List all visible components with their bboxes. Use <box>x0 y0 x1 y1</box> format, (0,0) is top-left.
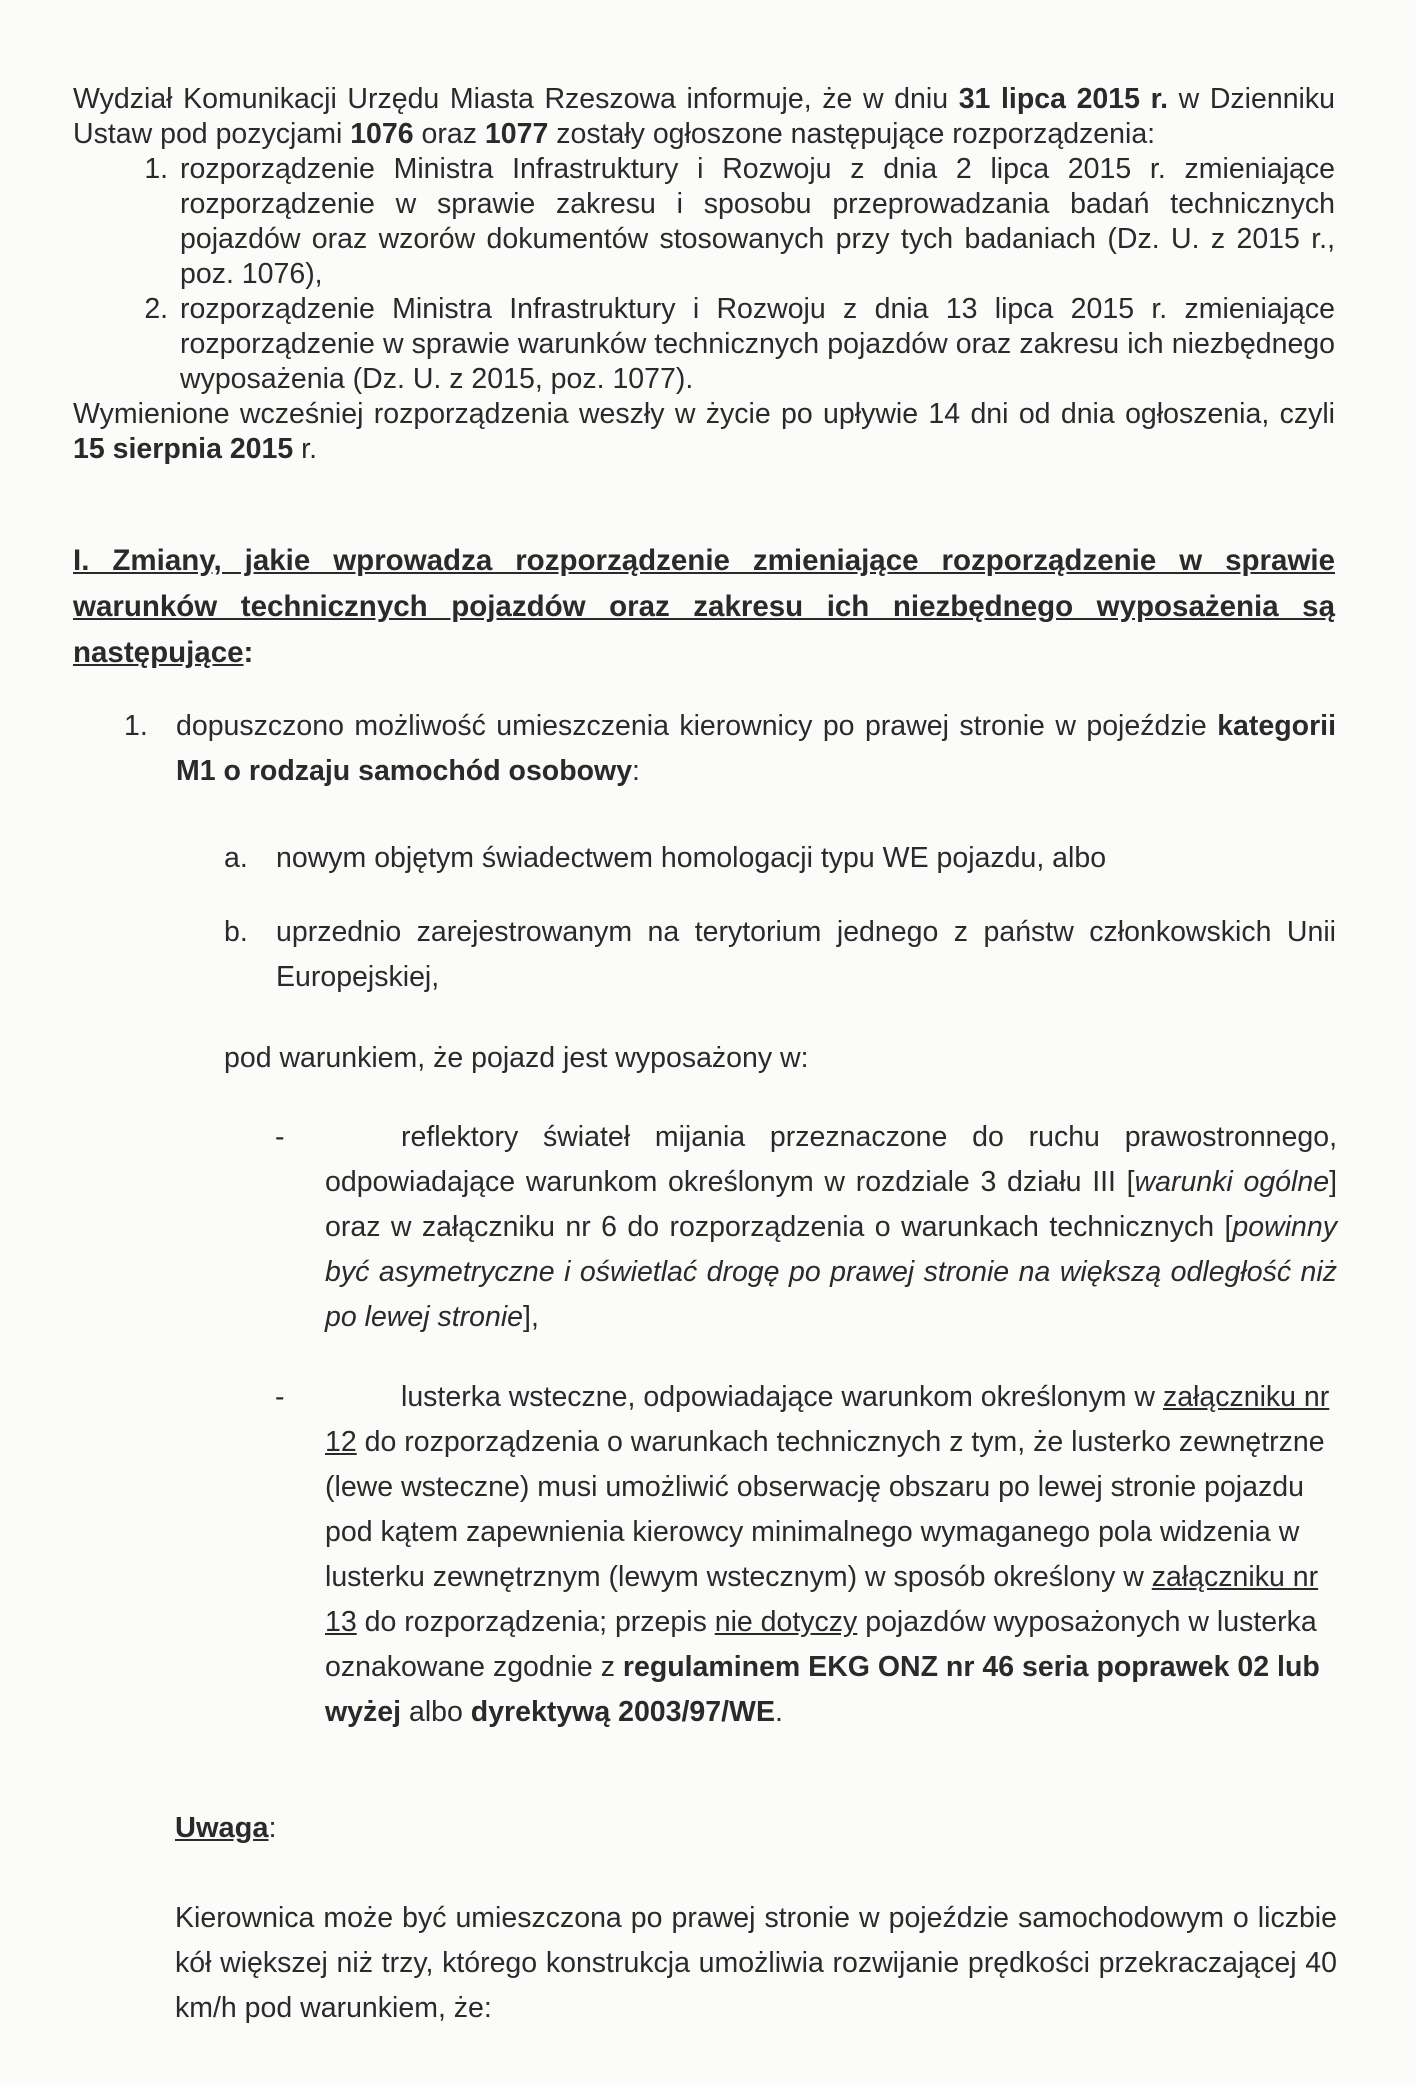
section-heading-text: I. Zmiany, jakie wprowadza rozporządzenie zmieniające rozporządzenie w sprawie warunków technicznych pojazdów oraz zakresu ich niezbędnego wyposażenia są następujące <box>73 544 1335 669</box>
sub-item-letter: a. <box>224 842 248 874</box>
intro-text: Wymienione wcześniej rozporządzenia weszły w życie po upływie 14 dni od dnia ogłoszenia, czyli <box>73 398 1335 430</box>
intro-text: r. <box>293 433 318 465</box>
dash-bullet: - <box>275 1121 285 1153</box>
annex-reference: załączniku nr 13 <box>325 1561 1319 1638</box>
position-number: 1076 <box>350 118 414 150</box>
intro-text: zostały ogłoszone następujące rozporządzenia: <box>548 118 1156 150</box>
intro-block <box>73 82 1335 467</box>
requirement-text-part: ] oraz w załączniku nr 6 do rozporządzenia o warunkach technicznych [ <box>325 1166 1337 1243</box>
intro-text: oraz <box>413 118 485 150</box>
item-text <box>176 704 1336 794</box>
item-number: 1. <box>124 710 148 742</box>
requirement-text-part: albo <box>401 1696 471 1728</box>
dash-bullet: - <box>275 1381 285 1413</box>
note-text: Kierownica może być umieszczona po prawej stronie w pojeździe samochodowym o liczbie kół większej niż trzy, którego konstrukcja umożliwia rozwijanie prędkości przekraczającej 40 km/h pod warunkiem, że: <box>175 1902 1337 2024</box>
sub-item-text: nowym objętym świadectwem homologacji typu WE pojazdu, albo <box>276 842 1107 874</box>
requirement-text-part: reflektory świateł mijania przeznaczone do ruchu prawostronnego, odpowiadające warunkom określonym w rozdziale 3 działu III [ <box>325 1121 1337 1198</box>
intro-paragraph <box>73 82 1335 152</box>
requirement-mirrors <box>275 1375 1337 1735</box>
position-number: 1077 <box>484 118 549 150</box>
intro-text: w Dzienniku Ustaw pod pozycjami <box>73 83 1335 150</box>
note-label-colon: : <box>268 1812 277 1844</box>
sub-item-text: uprzednio zarejestrowanym na terytorium jednego z państw członkowskich Unii Europejskiej, <box>276 916 1336 993</box>
requirement-text-part: . <box>774 1696 783 1728</box>
regulation-reference: regulaminem EKG ONZ nr 46 seria poprawek 02 lub wyżej <box>325 1651 1320 1728</box>
section-heading <box>73 538 1335 676</box>
regulation-list <box>73 152 1335 397</box>
item-text-part: : <box>632 755 640 787</box>
note-label-text: Uwaga <box>175 1812 269 1844</box>
vehicle-category: kategorii M1 o rodzaju samochód osobowy <box>176 710 1336 787</box>
requirement-text <box>325 1115 1337 1340</box>
sub-item-b <box>224 910 1336 1000</box>
effective-date-paragraph <box>73 397 1335 467</box>
intro-text: Wydział Komunikacji Urzędu Miasta Rzeszowa informuje, że w dniu <box>73 83 959 115</box>
exemption-emphasis: nie dotyczy <box>714 1606 858 1638</box>
section-heading-colon: : <box>243 636 254 669</box>
effective-date: 15 sierpnia 2015 <box>73 433 294 465</box>
requirement-text-part: pojazdów wyposażonych w lusterka oznakowane zgodnie z <box>325 1606 1317 1683</box>
directive-reference: dyrektywą 2003/97/WE <box>470 1696 775 1728</box>
requirement-text <box>325 1375 1337 1735</box>
requirement-text-part: lusterka wsteczne, odpowiadające warunkom określonym w <box>401 1381 1163 1413</box>
condition-text: pod warunkiem, że pojazd jest wyposażony w: <box>224 1042 809 1074</box>
requirement-text-part: ], <box>523 1301 539 1333</box>
requirement-headlights <box>275 1115 1337 1340</box>
requirement-italic: warunki ogólne <box>1134 1166 1330 1198</box>
requirement-text-part: do rozporządzenia o warunkach technicznych z tym, że lusterko zewnętrzne (lewe wsteczne) musi umożliwić obserwację obszaru po lewej stronie pojazdu pod kątem zapewnienia kierowcy minimalnego wymaganego pola widzenia w lusterku zewnętrznym (lewym wstecznym) w sposób określony w <box>325 1426 1325 1593</box>
requirement-text-part: do rozporządzenia; przepis <box>356 1606 715 1638</box>
publication-date: 31 lipca 2015 r. <box>958 83 1169 115</box>
sub-item-letter: b. <box>224 916 248 948</box>
change-item-1 <box>124 704 1336 794</box>
item-text-part: dopuszczono możliwość umieszczenia kierownicy po prawej stronie w pojeździe <box>176 710 1218 742</box>
regulation-list-item: 2. rozporządzenie Ministra Infrastruktury i Rozwoju z dnia 13 lipca 2015 r. zmieniające rozporządzenie w sprawie warunków technicznych pojazdów oraz zakresu ich niezbędnego wyposażenia (Dz. U. z 2015, poz. 1077). <box>176 292 1335 397</box>
annex-reference: załączniku nr 12 <box>325 1381 1330 1458</box>
note-label <box>175 1812 277 1845</box>
requirement-italic: powinny być asymetryczne i oświetlać drogę po prawej stronie na większą odległość niż po lewej stronie <box>325 1211 1337 1333</box>
sub-item-a <box>224 836 1336 881</box>
regulation-list-item: 1. rozporządzenie Ministra Infrastruktury i Rozwoju z dnia 2 lipca 2015 r. zmieniające rozporządzenie w sprawie zakresu i sposobu przeprowadzania badań technicznych pojazdów oraz wzorów dokumentów stosowanych przy tych badaniach (Dz. U. z 2015 r., poz. 1076), <box>176 152 1335 292</box>
